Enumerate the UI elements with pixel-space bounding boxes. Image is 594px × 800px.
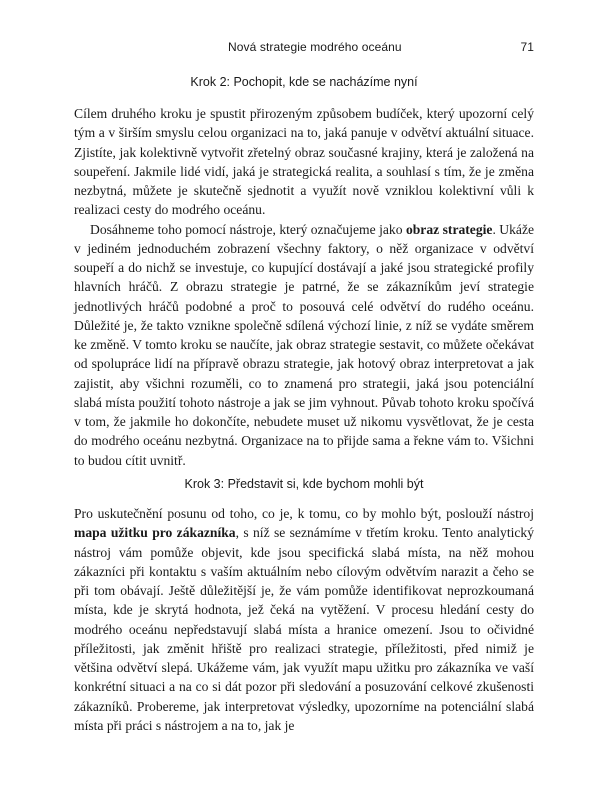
term-strategy-canvas: obraz strategie (405, 221, 493, 237)
paragraph-text: Pro uskutečnění posunu od toho, co je, k tomu, co by mohlo být, poslouží nástroj (74, 506, 534, 521)
section-body-step-2 (74, 104, 534, 470)
paragraph-text: Dosáhneme toho pomocí nástroje, který označujeme jako (90, 221, 406, 237)
section-heading-step-3: Krok 3: Představit si, kde bychom mohli být (184, 477, 424, 491)
section-heading-step-2: Krok 2: Pochopit, kde se nacházíme nyní (190, 75, 418, 89)
paragraph (74, 504, 534, 735)
paragraph (74, 220, 534, 470)
paragraph-text: , s níž se seznámíme v třetím kroku. Tento analytický nástroj vám pomůže objevit, kde jsou specifická slabá místa, na něž mohou zákazníci při kontaktu s vaším aktuálním nebo cílovým odvětvím narazit a čeho se při tom obávají. Ještě důležitější je, že vám pomůže identifikovat neprozkoumaná místa, kde je skrytá hodnota, jež čeká na vytěžení. V procesu hledání cesty do modrého oceánu nepředstavují slabá místa a hranice omezení. Jsou to očividné příležitosti, jak změnit hřiště pro realizaci strategie, příležitosti, před nimiž je většina odvětví slepá. Ukážeme vám, jak využít mapu užitku pro zákazníka ve vaší konkrétní situaci a na co si dát pozor při sledování a posuzování celkové zkušenosti zákazníků. Probereme, jak interpretovat výsledky, upozorníme na potenciální slabá místa při práci s nástrojem a na to, jak je (74, 525, 534, 733)
running-head-title: Nová strategie modrého oceánu (228, 40, 402, 54)
paragraph: Cílem druhého kroku je spustit přirozeným způsobem budíček, který upozorní celý tým a v širším smyslu celou organizaci na to, jaká panuje v odvětví aktuální situace. Zjistíte, jak kolektivně vytvořit zřetelný obraz současné krajiny, která je založená na soupeření. Jakmile lidé vidí, jaká je strategická realita, a souhlasí s tím, že je změna nezbytná, můžete je skutečně sjednotit a využít nově vzniklou kolektivní vůli k realizaci cesty do modrého oceánu. (74, 106, 534, 218)
page-number: 71 (520, 40, 534, 54)
term-buyer-utility-map: mapa užitku pro zákazníka (74, 525, 236, 541)
section-body-step-3 (74, 504, 534, 735)
paragraph-text: . Ukáže v jediném jednoduchém zobrazení všechny faktory, o něž organizace v odvětví soupeří a do nichž se investuje, co kupující dostávají a jaké jsou strategické profily hlavních hráčů. Z obrazu strategie je patrné, že se zákazníkům jeví strategie jednotlivých hráčů podobné a proč to posouvá celé odvětví do rudého oceánu. Důležité je, že takto vznikne společně sdílená výchozí linie, z níž se vydáte směrem ke změně. V tomto kroku se naučíte, jak obraz strategie sestavit, co můžete očekávat od spolupráce lidí na přípravě obrazu strategie, jak hotový obraz interpretovat a jak zajistit, aby všichni rozuměli, co to znamená pro strategii, jaká jsou potenciální slabá místa použití tohoto nástroje a jak se jim vyhnout. Půvab tohoto kroku spočívá v tom, že jakmile ho dokončíte, nebudete muset už nikomu vysvětlovat, že je cesta do modrého oceánu nezbytná. Organizace na to přijde sama a řekne vám to. Všichni to budou cítit uvnitř. (74, 221, 535, 468)
